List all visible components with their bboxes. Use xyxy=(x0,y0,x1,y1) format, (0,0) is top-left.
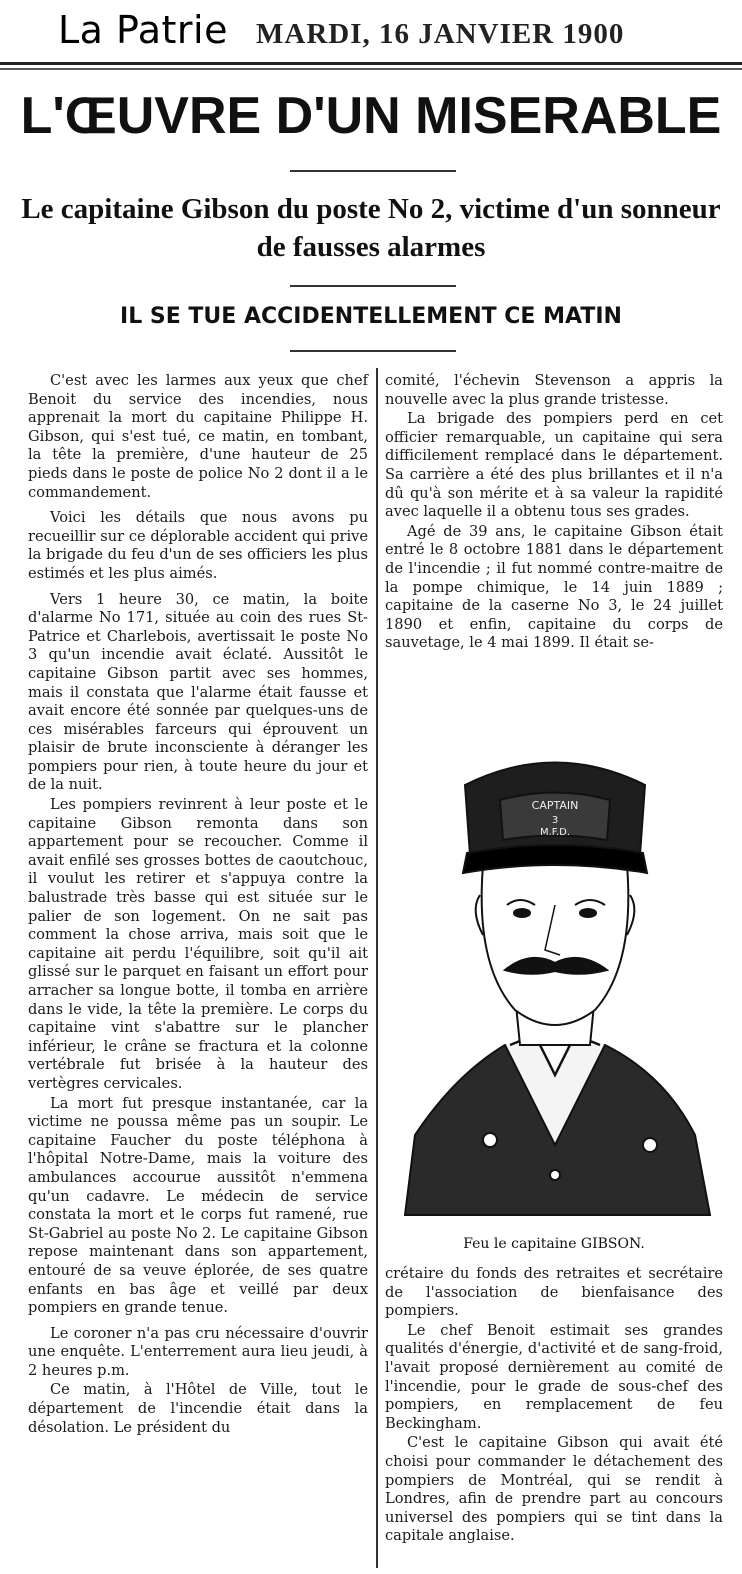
left-column xyxy=(28,372,368,1438)
right-column-bottom xyxy=(385,1265,723,1547)
paragraph: C'est avec les larmes aux yeux que chef Benoit du service des incendies, nous apprenait la mort du capitaine Philippe H. Gibson, qui s'est tué, ce matin, en tombant, la tête la première, d'une hauteur de 25 pieds dans le poste de police No 2 dont il a le commandement. xyxy=(28,372,368,501)
paragraph: Voici les détails que nous avons pu recueillir sur ce déplorable accident qui prive la brigade du feu d'un de ses officiers les plus estimés et les plus aimés. xyxy=(28,509,368,582)
dateline: MARDI, 16 JANVIER 1900 xyxy=(256,18,625,50)
right-column-top xyxy=(385,372,723,654)
paragraph: crétaire du fonds des retraites et secrétaire de l'association de bienfaisance des pompiers. xyxy=(385,1265,723,1320)
column-divider xyxy=(376,368,378,1568)
paragraph: Vers 1 heure 30, ce matin, la boite d'alarme No 171, située au coin des rues St-Patrice et Charlebois, avertissait le poste No 3 qu'un incendie avait éclaté. Aussitôt le capitaine Gibson partit avec ses hommes, mais il constata que l'alarme était fausse et avait encore été sonnée par quelques-uns de ces misérables farceurs qui éprouvent un plaisir de brute inconsciente à déranger les pompiers pour rien, à toute heure du jour et de la nuit. xyxy=(28,590,368,794)
newspaper-name: La Patrie xyxy=(58,8,228,52)
headline: L'ŒUVRE D'UN MISERABLE xyxy=(20,87,722,145)
portrait-caption: Feu le capitaine GIBSON. xyxy=(463,1236,645,1252)
masthead xyxy=(0,0,742,60)
kicker-headline: IL SE TUE ACCIDENTELLEMENT CE MATIN xyxy=(120,304,622,329)
cap-badge-text: CAPTAIN xyxy=(531,799,579,812)
divider-rule xyxy=(290,350,456,352)
divider-rule xyxy=(290,285,456,287)
paragraph: comité, l'échevin Stevenson a appris la nouvelle avec la plus grande tristesse. xyxy=(385,372,723,408)
masthead-rule-thin xyxy=(0,68,742,70)
paragraph: Ce matin, à l'Hôtel de Ville, tout le département de l'incendie était dans la désolation. Le président du xyxy=(28,1381,368,1436)
svg-text:M.F.D.: M.F.D. xyxy=(539,827,571,838)
svg-text:3: 3 xyxy=(551,815,559,826)
divider-rule xyxy=(290,170,456,172)
masthead-rule xyxy=(0,62,742,65)
paragraph: Agé de 39 ans, le capitaine Gibson était entré le 8 octobre 1881 dans le département de l'incendie ; il fut nommé contre-maitre de la pompe chimique, le 14 juin 1889 ; capitaine de la caserne No 3, le 24 juillet 1890 et enfin, capitaine du corps de sauvetage, le 4 mai 1899. Il était se- xyxy=(385,522,723,652)
paragraph: Le coroner n'a pas cru nécessaire d'ouvrir une enquête. L'enterrement aura lieu jeudi, à 2 heures p.m. xyxy=(28,1324,368,1379)
paragraph: Les pompiers revinrent à leur poste et le capitaine Gibson remonta dans son appartement pour se recoucher. Comme il avait enfilé ses grosses bottes de caoutchouc, il voulut les retirer et s'appuya contre la balustrade très basse qui est située sur le palier de son logement. On ne sait pas comment la chose arriva, mais soit que le capitaine ait perdu l'équilibre, soit qu'il ait glissé sur le parquet en faisant un effort pour arracher sa longue botte, il tomba en arrière dans le vide, la tête la première. Le corps du capitaine vint s'abattre sur le plancher inférieur, le crâne se fractura et la colonne vertébrale fut brisée à la hauteur des vertègres cervicales. xyxy=(28,796,368,1092)
paragraph: La brigade des pompiers perd en cet officier remarquable, un capitaine qui sera difficilement remplacé dans le département. Sa carrière a été des plus brillantes et il n'a dû qu'à son mérite et à sa valeur la rapidité avec laquelle il a obtenu tous ses grades. xyxy=(385,410,723,521)
paragraph: Le chef Benoit estimait ses grandes qualités d'énergie, d'activité et de sang-froid, l'avait proposé dernièrement au comité de l'incendie, pour le grade de sous-chef des pompiers, en remplacement de feu Beckingham. xyxy=(385,1321,723,1432)
paragraph: La mort fut presque instantanée, car la victime ne poussa même pas un soupir. Le capitaine Faucher du poste téléphona à l'hôpital Notre-Dame, mais la voiture des ambulances accourue aussitôt n'emmena qu'un cadavre. Le médecin de service constata la mort et le corps fut ramené, rue St-Gabriel au poste No 2. Le capitaine Gibson repose maintenant dans son appartement, entouré de sa veuve éplorée, de ses quatre enfants en bas âge et veillé par deux pompiers en grande tenue. xyxy=(28,1094,368,1317)
portrait-illustration xyxy=(395,745,715,1225)
subheadline: Le capitaine Gibson du poste No 2, victime d'un sonneur de fausses alarmes xyxy=(21,193,721,263)
paragraph: C'est le capitaine Gibson qui avait été choisi pour commander le détachement des pompiers de Montréal, qui se rendit à Londres, afin de prendre part au concours universel des pompiers qui se tint dans la capitale anglaise. xyxy=(385,1434,723,1545)
